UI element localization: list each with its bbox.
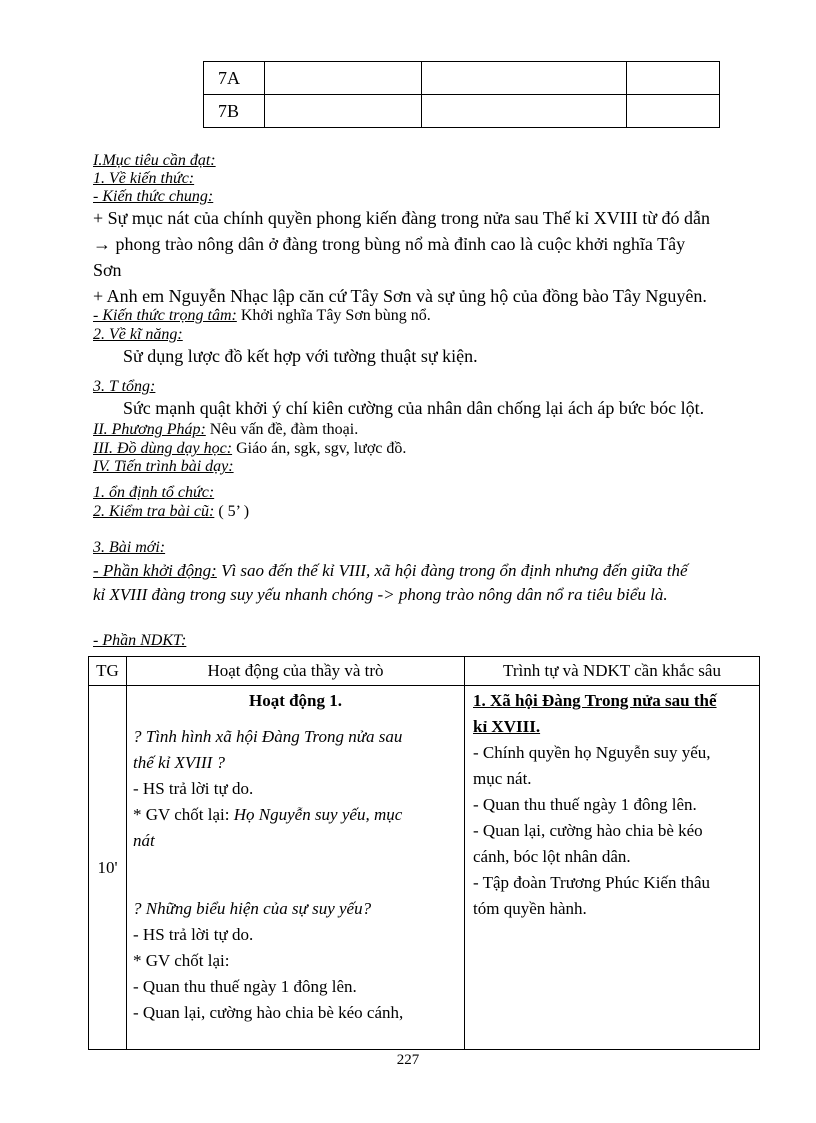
time-cell bbox=[89, 686, 127, 1050]
page-number: 227 bbox=[396, 1052, 420, 1068]
lesson-table bbox=[88, 656, 760, 1050]
materials bbox=[93, 440, 406, 458]
step2 bbox=[93, 503, 249, 521]
focus-label: - Kiến thức trọng tâm: bbox=[93, 307, 237, 324]
empty-cell bbox=[627, 62, 720, 95]
point1-line1: + Sự mục nát của chính quyền phong kiến đàng trong nửa sau Thế kỉ XVIII từ đó dẫn bbox=[93, 208, 710, 228]
thinking-heading: 3. T tổng: bbox=[93, 378, 156, 395]
intro-line1 bbox=[93, 560, 688, 582]
materials-text: Giáo án, sgk, sgv, lược đồ. bbox=[236, 440, 407, 457]
c2-label: * GV chốt lại: bbox=[133, 951, 230, 970]
point2: + Anh em Nguyễn Nhạc lập căn cứ Tây Sơn và sự ủng hộ của đồng bào Tây Nguyên. bbox=[93, 286, 707, 306]
content-title-line2: kỉ XVIII. bbox=[473, 717, 541, 736]
focus-text: Khởi nghĩa Tây Sơn bùng nổ. bbox=[240, 307, 431, 324]
empty-cell bbox=[627, 95, 720, 128]
step2-time: ( 5’ ) bbox=[218, 503, 250, 520]
activity-cell bbox=[127, 686, 465, 1050]
intro-line2: kỉ XVIII đàng trong suy yếu nhanh chóng -> phong trào nông dân nổ ra tiêu biểu là. bbox=[93, 585, 668, 604]
class-cell: 7B bbox=[204, 95, 265, 128]
materials-label: III. Đồ dùng dạy học: bbox=[93, 440, 233, 457]
content-item4-line1: - Tập đoàn Trương Phúc Kiến thâu bbox=[473, 873, 710, 892]
method-text: Nêu vấn đề, đàm thoại. bbox=[209, 421, 359, 438]
header-activity: Hoạt động của thầy và trò bbox=[127, 657, 465, 686]
thinking-text: Sức mạnh quật khởi ý chí kiên cường của nhân dân chống lại ách áp bức bóc lột. bbox=[123, 398, 705, 418]
focus-knowledge bbox=[93, 307, 431, 325]
content-item1-line1: - Chính quyền họ Nguyễn suy yếu, bbox=[473, 743, 711, 762]
table-row bbox=[89, 686, 760, 1050]
objectives-heading: I.Mục tiêu cần đạt: bbox=[93, 152, 216, 169]
content-item3-line2: cánh, bóc lột nhân dân. bbox=[473, 847, 631, 866]
a2: - HS trả lời tự do. bbox=[133, 925, 254, 944]
point1-line2: → phong trào nông dân ở đàng trong bùng nổ mà đỉnh cao là cuộc khởi nghĩa Tây bbox=[93, 234, 686, 254]
method bbox=[93, 421, 358, 439]
content-item4-line2: tóm quyền hành. bbox=[473, 899, 587, 918]
intro-label: - Phần khởi động: bbox=[93, 561, 217, 580]
content-item2: - Quan thu thuế ngày 1 đông lên. bbox=[473, 795, 697, 814]
intro-text1: Vì sao đến thế kỉ VIII, xã hội đàng trong ổn định nhưng đến giữa thế bbox=[221, 561, 688, 580]
c2-item2: - Quan lại, cường hào chia bè kéo cánh, bbox=[133, 1003, 404, 1022]
class-cell: 7A bbox=[204, 62, 265, 95]
general-knowledge-heading: - Kiến thức chung: bbox=[93, 188, 214, 205]
c2-item1: - Quan thu thuế ngày 1 đông lên. bbox=[133, 977, 357, 996]
class-table bbox=[203, 61, 720, 128]
q1-line1: ? Tình hình xã hội Đàng Trong nửa sau bbox=[133, 727, 403, 746]
ndkt-label: - Phần NDKT: bbox=[93, 632, 187, 649]
empty-cell bbox=[265, 62, 422, 95]
empty-cell bbox=[422, 62, 627, 95]
c1-text2: nát bbox=[133, 831, 155, 850]
table-row bbox=[204, 62, 720, 95]
q1-line2: thế kỉ XVIII ? bbox=[133, 753, 226, 772]
content-title-line1: 1. Xã hội Đàng Trong nửa sau thế bbox=[473, 691, 717, 710]
c1-text1: Họ Nguyễn suy yếu, mục bbox=[233, 805, 403, 824]
process-heading: IV. Tiến trình bài dạy: bbox=[93, 458, 234, 475]
q2: ? Những biểu hiện của sự suy yếu? bbox=[133, 899, 372, 918]
step2-label: 2. Kiểm tra bài cũ: bbox=[93, 503, 215, 520]
a1: - HS trả lời tự do. bbox=[133, 779, 254, 798]
empty-cell bbox=[422, 95, 627, 128]
method-label: II. Phương Pháp: bbox=[93, 421, 206, 438]
knowledge-heading: 1. Về kiến thức: bbox=[93, 170, 195, 187]
table-row bbox=[204, 95, 720, 128]
content-cell bbox=[465, 686, 760, 1050]
time-value: 10' bbox=[97, 857, 118, 877]
c1-label: * GV chốt lại: bbox=[133, 805, 230, 824]
content-item3-line1: - Quan lại, cường hào chia bè kéo bbox=[473, 821, 703, 840]
table-header-row bbox=[89, 657, 760, 686]
c1-line1 bbox=[133, 802, 458, 828]
empty-cell bbox=[265, 95, 422, 128]
skills-text: Sử dụng lược đồ kết hợp với tường thuật sự kiện. bbox=[123, 346, 478, 366]
activity-title: Hoạt động 1. bbox=[248, 691, 343, 710]
point1-line3: Sơn bbox=[93, 260, 122, 280]
step1: 1. ổn định tổ chức: bbox=[93, 484, 215, 501]
step3: 3. Bài mới: bbox=[93, 539, 166, 556]
content-item1-line2: mục nát. bbox=[473, 769, 532, 788]
header-tg: TG bbox=[89, 657, 127, 686]
header-content: Trình tự và NDKT cần khắc sâu bbox=[465, 657, 760, 686]
skills-heading: 2. Về kĩ năng: bbox=[93, 326, 183, 343]
